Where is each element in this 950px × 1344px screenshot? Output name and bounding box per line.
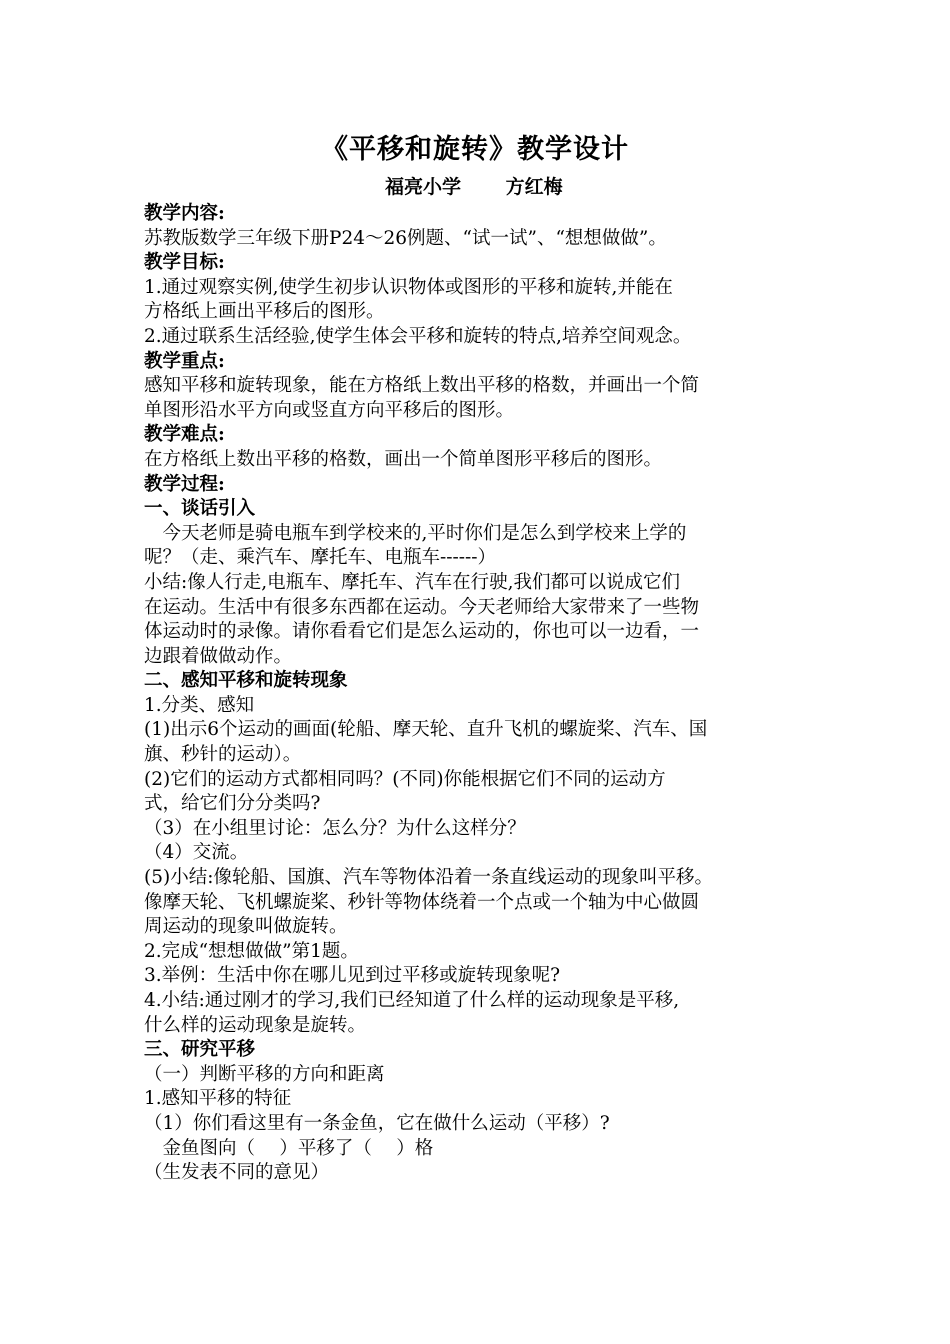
section-heading: 教学过程: bbox=[144, 473, 225, 495]
body-line: （4）交流。 bbox=[144, 842, 249, 864]
document-author: 福亮小学 方红梅 bbox=[385, 176, 563, 198]
body-line: （1）你们看这里有一条金鱼，它在做什么运动（平移）? bbox=[144, 1112, 610, 1134]
section-heading: 教学重点: bbox=[144, 350, 225, 372]
section-heading: 教学内容: bbox=[144, 203, 225, 224]
body-line: 小结:像人行走,电瓶车、摩托车、汽车在行驶,我们都可以说成它们 bbox=[144, 571, 680, 593]
document-body bbox=[144, 202, 824, 1186]
body-line: 像摩天轮、飞机螺旋桨、秒针等物体绕着一个点或一个轴为中心做圆 bbox=[144, 891, 700, 913]
body-line: 4.小结:通过刚才的学习,我们已经知道了什么样的运动现象是平移, bbox=[144, 990, 680, 1011]
body-line: 1.分类、感知 bbox=[144, 694, 255, 716]
section-heading: 教学难点: bbox=[144, 424, 225, 446]
section-heading: 教学目标: bbox=[144, 252, 225, 274]
body-line: （生发表不同的意见） bbox=[144, 1162, 330, 1184]
body-line: 呢？（走、乘汽车、摩托车、电瓶车------） bbox=[144, 547, 497, 569]
body-line: 2.通过联系生活经验,使学生体会平移和旋转的特点,培养空间观念。 bbox=[144, 325, 692, 347]
body-line: (2)它们的运动方式都相同吗？(不同)你能根据它们不同的运动方 bbox=[144, 768, 666, 790]
body-line: 什么样的运动现象是旋转。 bbox=[144, 1014, 367, 1036]
body-line: （3）在小组里讨论：怎么分？为什么这样分？ bbox=[144, 817, 526, 839]
section-heading: 一、谈话引入 bbox=[144, 498, 256, 520]
section-heading: 三、研究平移 bbox=[144, 1039, 256, 1061]
body-line: 苏教版数学三年级下册P24～26例题、“试一试”、“想想做做”。 bbox=[144, 227, 667, 249]
body-line: 1.感知平移的特征 bbox=[144, 1088, 292, 1110]
body-line: 在方格纸上数出平移的格数，画出一个简单图形平移后的图形。 bbox=[144, 448, 663, 470]
body-line: 旗、秒针的运动）。 bbox=[144, 744, 302, 766]
section-heading: 二、感知平移和旋转现象 bbox=[144, 670, 348, 692]
body-line: 单图形沿水平方向或竖直方向平移后的图形。 bbox=[144, 399, 515, 421]
body-line: 1.通过观察实例,使学生初步认识物体或图形的平移和旋转,并能在 bbox=[144, 276, 673, 298]
body-line: (5)小结:像轮船、国旗、汽车等物体沿着一条直线运动的现象叫平移。 bbox=[144, 867, 713, 889]
body-line: 周运动的现象叫做旋转。 bbox=[144, 916, 348, 938]
body-line: 式，给它们分分类吗? bbox=[144, 793, 321, 815]
body-line: 2.完成“想想做做”第1题。 bbox=[144, 940, 359, 962]
body-line: 边跟着做做动作。 bbox=[144, 645, 293, 667]
document-title: 《平移和旋转》教学设计 bbox=[321, 134, 629, 165]
body-line: (1)出示6个运动的画面(轮船、摩天轮、直升飞机的螺旋桨、汽车、国 bbox=[144, 719, 708, 741]
body-line: 感知平移和旋转现象，能在方格纸上数出平移的格数，并画出一个简 bbox=[144, 375, 700, 397]
body-line: 3.举例：生活中你在哪儿见到过平移或旋转现象呢? bbox=[144, 965, 561, 987]
body-line: （一）判断平移的方向和距离 bbox=[144, 1063, 385, 1085]
body-line: 方格纸上画出平移后的图形。 bbox=[144, 301, 385, 323]
body-line: 金鱼图向（ ）平移了（ ）格 bbox=[144, 1137, 434, 1159]
body-line: 今天老师是骑电瓶车到学校来的,平时你们是怎么到学校来上学的 bbox=[144, 522, 687, 544]
body-line: 体运动时的录像。请你看看它们是怎么运动的，你也可以一边看，一 bbox=[144, 621, 700, 643]
body-line: 在运动。生活中有很多东西都在运动。今天老师给大家带来了一些物 bbox=[144, 596, 700, 618]
